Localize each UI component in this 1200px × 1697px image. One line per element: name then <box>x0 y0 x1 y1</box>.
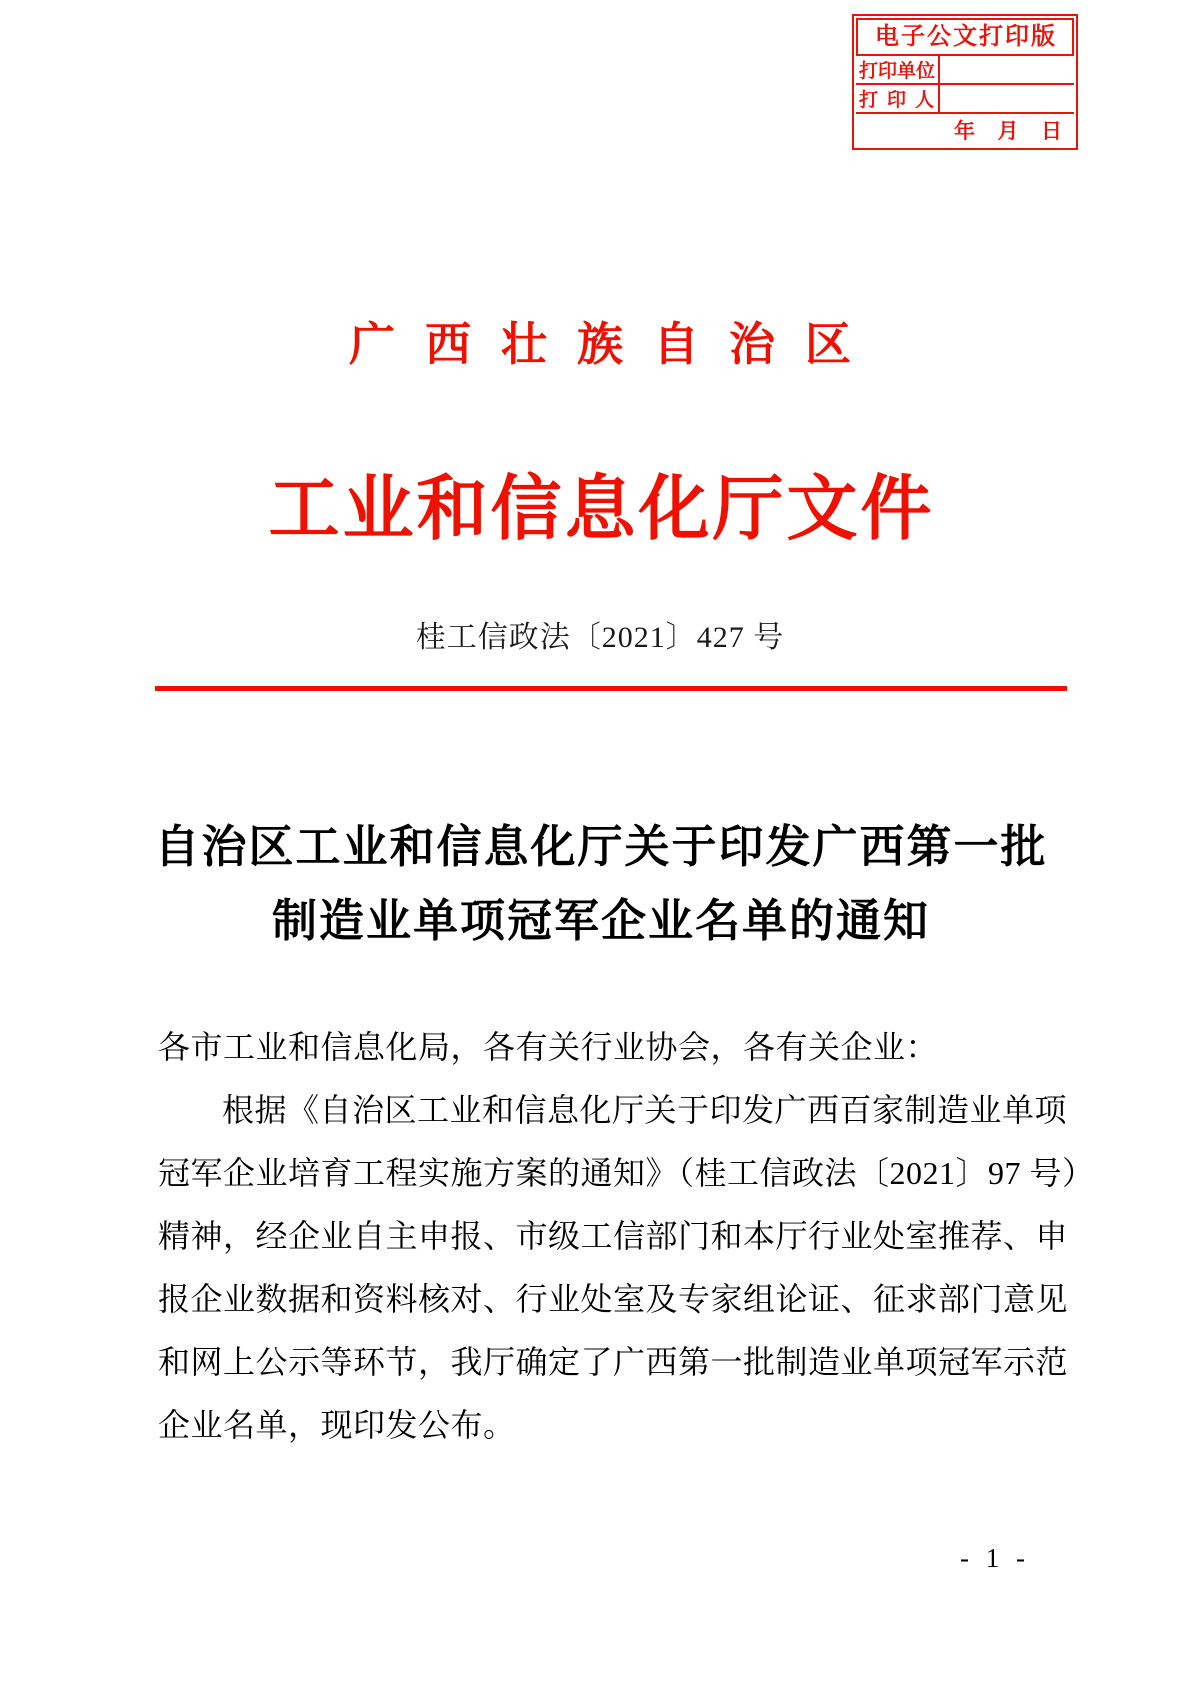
print-version-stamp <box>852 14 1078 150</box>
stamp-day-label: 日 <box>1041 119 1062 143</box>
stamp-title: 电子公文打印版 <box>856 18 1074 56</box>
stamp-print-unit-row <box>856 56 1074 85</box>
stamp-print-unit-label: 打印单位 <box>856 56 940 83</box>
page-number: - 1 - <box>960 1543 1030 1573</box>
document-title-line-1: 自治区工业和信息化厅关于印发广西第一批 <box>154 822 1048 872</box>
document-title-line-2: 制造业单项冠军企业名单的通知 <box>271 896 930 946</box>
stamp-print-person-value <box>940 85 1074 112</box>
letterhead-org-line: 工业和信息化厅文件 <box>268 471 935 549</box>
stamp-print-unit-value <box>940 56 1074 83</box>
stamp-month-label: 月 <box>997 119 1019 143</box>
body-line: 和网上公示等环节，我厅确定了广西第一批制造业单项冠军示范 <box>158 1344 1069 1380</box>
red-divider-line <box>155 686 1067 691</box>
body-line: 各市工业和信息化局，各有关行业协会，各有关企业： <box>158 1029 939 1065</box>
stamp-date-row <box>856 114 1074 146</box>
body-line: 精神，经企业自主申报、市级工信部门和本厅行业处室推荐、申 <box>158 1218 1069 1254</box>
stamp-print-person-row <box>856 85 1074 114</box>
body-line: 根据《自治区工业和信息化厅关于印发广西百家制造业单项 <box>222 1092 1068 1128</box>
stamp-year-label: 年 <box>954 119 975 143</box>
document-body <box>158 1016 1095 1457</box>
body-line: 冠军企业培育工程实施方案的通知》（桂工信政法〔2021〕97 号） <box>158 1155 1095 1191</box>
stamp-print-person-label: 打印人 <box>856 85 940 112</box>
document-number: 桂工信政法〔2021〕427 号 <box>415 621 785 654</box>
body-line: 报企业数据和资料核对、行业处室及专家组论证、征求部门意见 <box>158 1281 1069 1317</box>
body-line: 企业名单，现印发公布。 <box>158 1407 516 1443</box>
letterhead-region-line: 广西壮族自治区 <box>349 319 881 370</box>
